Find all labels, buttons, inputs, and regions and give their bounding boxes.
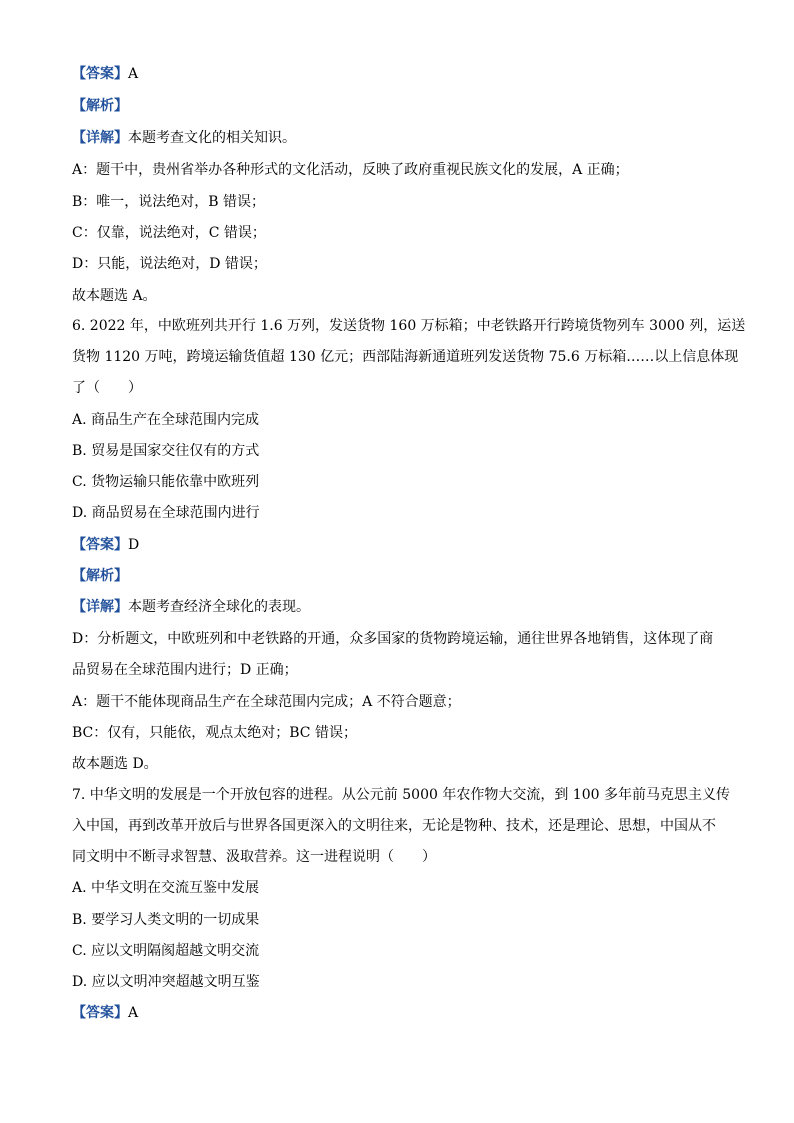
question-7-option-a: A. 中华文明在交流互鉴中发展	[72, 880, 260, 896]
answer-label: 【答案】	[72, 1005, 128, 1021]
answer-value: A	[128, 66, 139, 82]
question-7-stem-line: 7. 中华文明的发展是一个开放包容的进程。从公元前 5000 年农作物大交流，到 100 多年前马克思主义传	[72, 787, 730, 803]
answer-label: 【答案】	[72, 66, 128, 82]
detail-line-q5	[72, 128, 722, 148]
detail-label: 【详解】	[72, 599, 128, 615]
question-7-stem-line: 同文明中不断寻求智慧、汲取营养。这一进程说明（ ）	[72, 849, 436, 865]
explanation-line: D：只能，说法绝对，D 错误；	[72, 256, 267, 272]
question-6-option-d: D. 商品贸易在全球范围内进行	[72, 505, 260, 521]
question-6-option-b: B. 贸易是国家交往仅有的方式	[72, 443, 260, 459]
question-6-option-a: A. 商品生产在全球范围内完成	[72, 412, 260, 428]
conclusion-line: 故本题选 D。	[72, 756, 158, 772]
answer-line-q7	[72, 1003, 722, 1023]
explanation-line: C：仅靠，说法绝对，C 错误；	[72, 225, 266, 241]
explanation-line: A：题干不能体现商品生产在全球范围内完成；A 不符合题意；	[72, 694, 461, 710]
question-7-option-c: C. 应以文明隔阂超越文明交流	[72, 943, 260, 959]
detail-line-q6	[72, 597, 722, 617]
question-6-stem-line: 货物 1120 万吨，跨境运输货值超 130 亿元；西部陆海新通道班列发送货物 75.6 万标箱……以上信息体现	[72, 349, 739, 365]
question-6-stem-line: 6. 2022 年，中欧班列共开行 1.6 万列，发送货物 160 万标箱；中老铁路开行跨境货物列车 3000 列，运送	[72, 318, 746, 334]
question-7-option-d: D. 应以文明冲突超越文明互鉴	[72, 974, 260, 990]
explanation-line: B：唯一，说法绝对，B 错误；	[72, 194, 266, 210]
answer-line-q6	[72, 535, 722, 555]
analysis-label-q6: 【解析】	[72, 568, 128, 584]
question-7-option-b: B. 要学习人类文明的一切成果	[72, 912, 260, 928]
answer-value: D	[128, 537, 140, 553]
question-7-stem-line: 入中国，再到改革开放后与世界各国更深入的文明往来，无论是物种、技术，还是理论、思想，中国从不	[72, 818, 716, 834]
answer-label: 【答案】	[72, 537, 128, 553]
explanation-line: D：分析题文，中欧班列和中老铁路的开通，众多国家的货物跨境运输，通往世界各地销售，这体现了商	[72, 631, 714, 647]
detail-intro: 本题考查文化的相关知识。	[128, 130, 296, 146]
answer-value: A	[128, 1005, 139, 1021]
question-6-stem-line: 了（ ）	[72, 380, 142, 396]
answer-line-q5	[72, 64, 722, 84]
explanation-line: BC：仅有，只能依，观点太绝对；BC 错误；	[72, 725, 357, 741]
analysis-label-q5: 【解析】	[72, 98, 128, 114]
conclusion-line: 故本题选 A。	[72, 288, 157, 304]
explanation-line: A：题干中，贵州省举办各种形式的文化活动，反映了政府重视民族文化的发展，A 正确；	[72, 162, 629, 178]
explanation-line: 品贸易在全球范围内进行；D 正确；	[72, 662, 298, 678]
detail-label: 【详解】	[72, 130, 128, 146]
detail-intro: 本题考查经济全球化的表现。	[128, 599, 310, 615]
question-6-option-c: C. 货物运输只能依靠中欧班列	[72, 474, 260, 490]
